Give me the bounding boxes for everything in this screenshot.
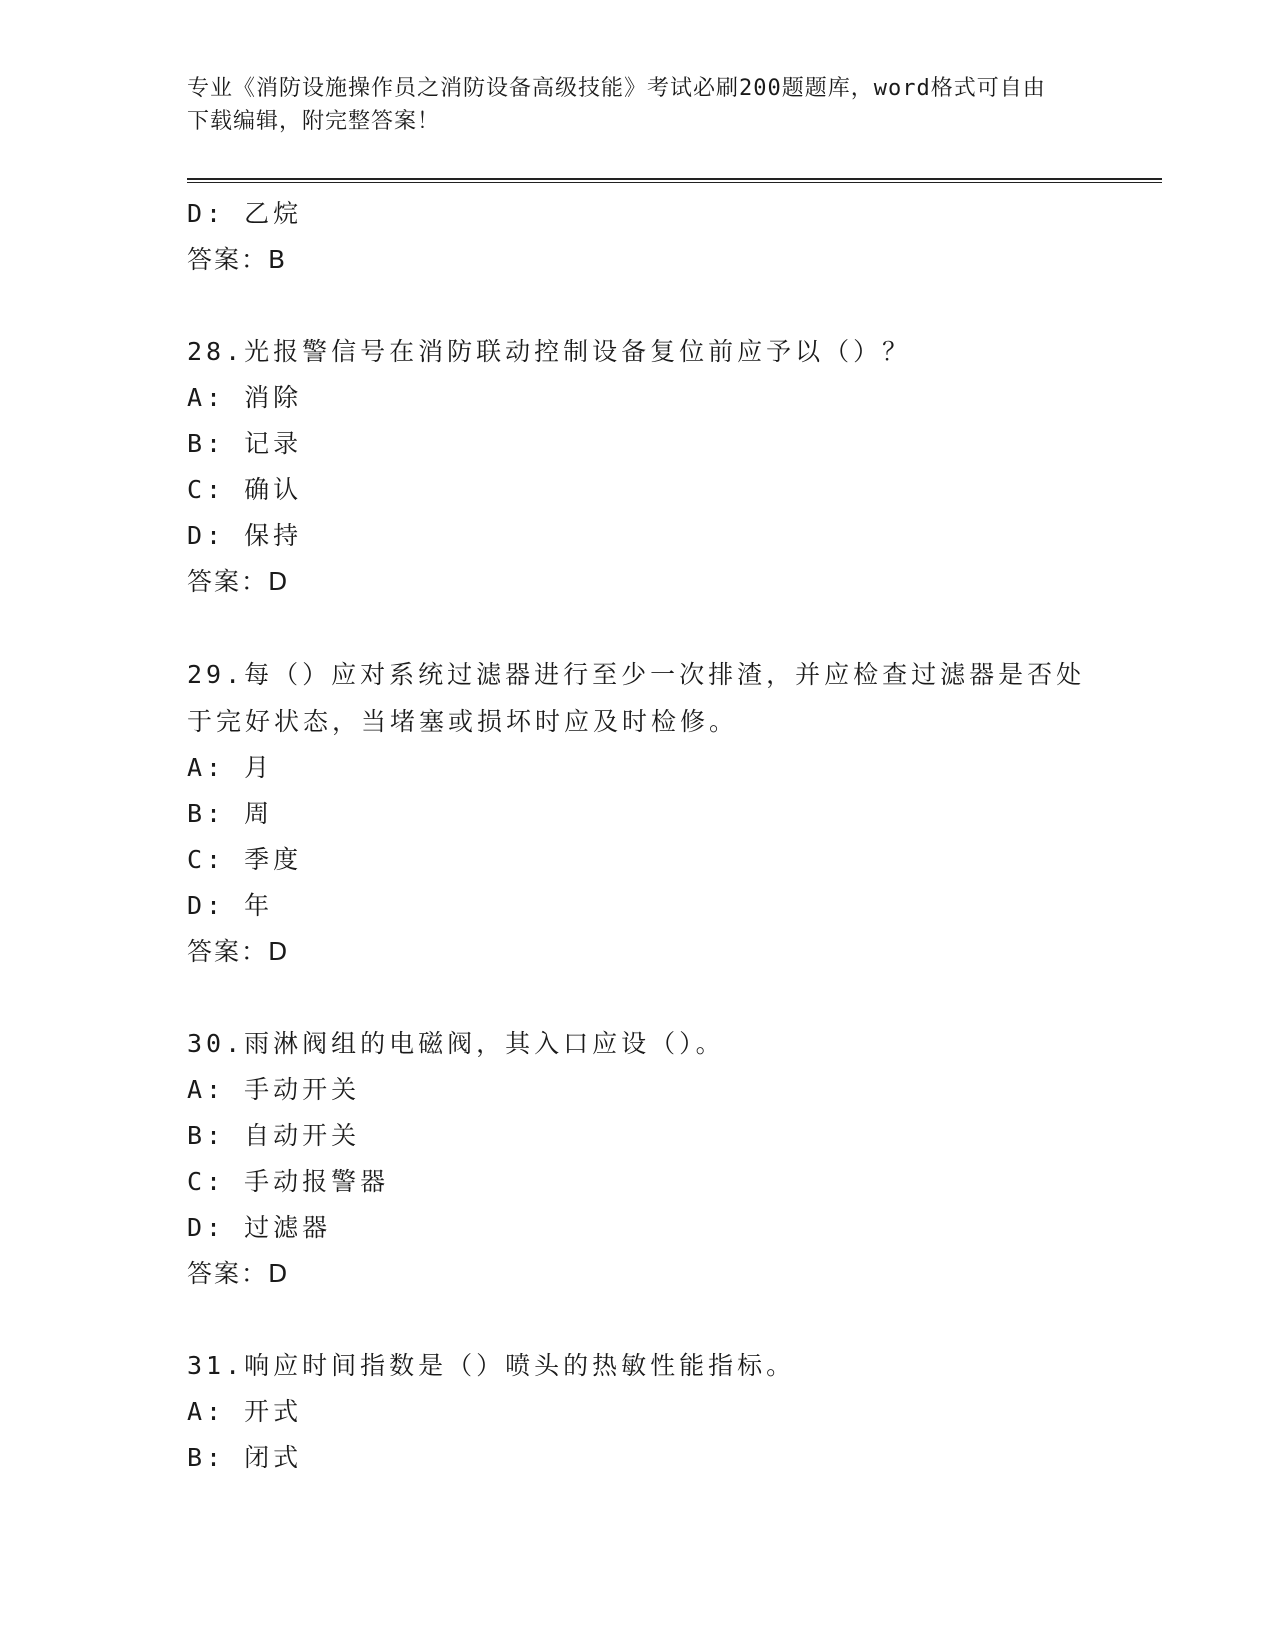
- document-page: [187, 72, 1157, 1481]
- question-31: [187, 1343, 1157, 1481]
- option-a: A: 手动开关: [187, 1075, 361, 1104]
- option-d: D: 乙烷: [187, 199, 303, 228]
- option-a: A: 开式: [187, 1397, 303, 1426]
- answer-line: 答案：D: [187, 937, 290, 966]
- question-text: 30.雨淋阀组的电磁阀，其入口应设（）。: [187, 1029, 725, 1058]
- option-b: B: 自动开关: [187, 1121, 361, 1150]
- question-text: 28.光报警信号在消防联动控制设备复位前应予以（）？: [187, 337, 912, 366]
- question-text: 31.响应时间指数是（）喷头的热敏性能指标。: [187, 1351, 796, 1380]
- option-a: A: 消除: [187, 383, 303, 412]
- question-30: [187, 1021, 1157, 1297]
- option-b: B: 记录: [187, 429, 303, 458]
- answer-line: 答案：B: [187, 245, 288, 274]
- document-title: 专业《消防设施操作员之消防设备高级技能》考试必刷200题题库，word格式可自由下载编辑，附完整答案！: [187, 76, 1046, 134]
- option-d: D: 过滤器: [187, 1213, 332, 1242]
- option-b: B: 闭式: [187, 1443, 303, 1472]
- answer-line: 答案：D: [187, 567, 290, 596]
- option-a: A: 月: [187, 753, 274, 782]
- question-28: [187, 329, 1157, 605]
- question-text: 29.每（）应对系统过滤器进行至少一次排渣，并应检查过滤器是否处于完好状态，当堵塞或损坏时应及时检修。: [187, 660, 1086, 736]
- carryover-block: [187, 191, 1157, 283]
- option-d: D: 保持: [187, 521, 303, 550]
- option-c: C: 确认: [187, 475, 303, 504]
- question-29: [187, 651, 1157, 975]
- header-divider: [187, 178, 1162, 183]
- option-b: B: 周: [187, 799, 274, 828]
- option-c: C: 季度: [187, 845, 303, 874]
- answer-line: 答案：D: [187, 1259, 290, 1288]
- option-d: D: 年: [187, 891, 274, 920]
- option-c: C: 手动报警器: [187, 1167, 390, 1196]
